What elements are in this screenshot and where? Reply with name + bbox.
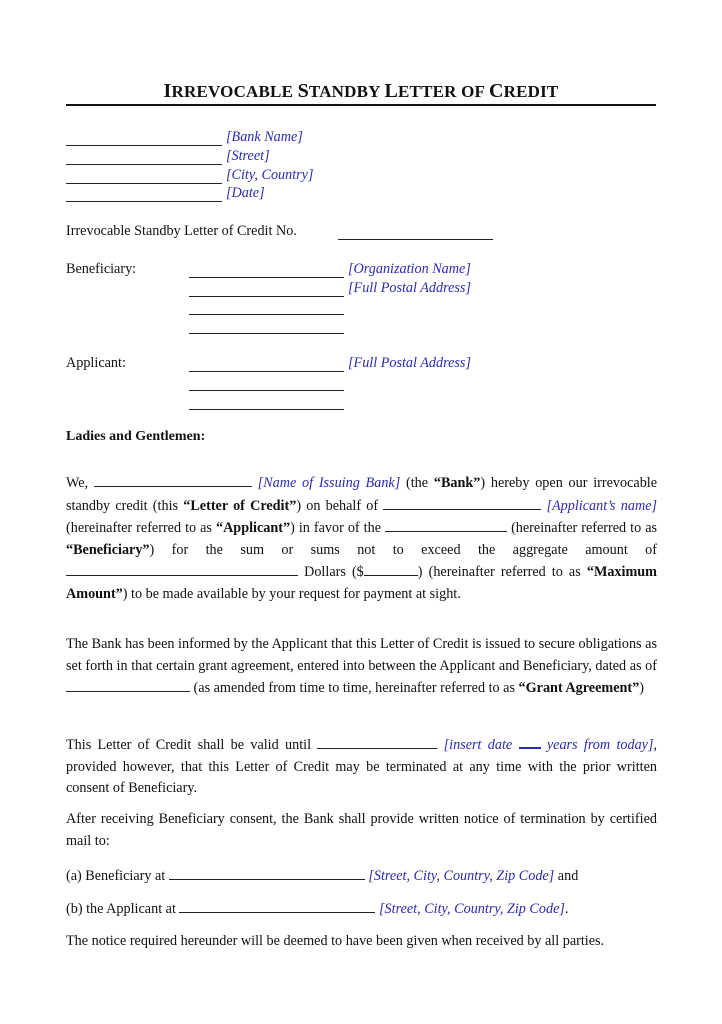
notice-beneficiary-row [66, 865, 578, 886]
text: The Bank has been informed by the Applicant that this Letter of Credit is issued to secure obligations as set forth in that certain grant agreement, entered into between the Applicant and Beneficiary, dated as of [66, 636, 657, 674]
text: (hereinafter referred to as [428, 564, 587, 581]
beneficiary-notice-address-field[interactable] [169, 865, 365, 880]
bank-name-field[interactable] [66, 145, 222, 146]
beneficiary-org-placeholder: [Organization Name] [348, 261, 471, 277]
title-part: REDIT [503, 82, 559, 101]
paragraph-grant-agreement [66, 634, 657, 700]
grant-date-field[interactable] [66, 677, 190, 692]
title-part: C [488, 80, 504, 102]
page-title [66, 80, 656, 103]
text: ) to be made available by your request for payment at sight. [122, 585, 461, 602]
amount-number-field[interactable] [364, 561, 418, 576]
defined-term: “Maximum Amount” [66, 564, 657, 602]
issuing-bank-field[interactable] [94, 472, 252, 487]
text: . [564, 901, 569, 917]
applicant-name-field[interactable] [189, 371, 344, 372]
defined-term: “Beneficiary” [66, 541, 150, 558]
beneficiary-label: Beneficiary: [66, 261, 137, 277]
applicant-name-placeholder: [Applicant’s name] [546, 497, 658, 514]
notice-applicant-row [66, 898, 568, 919]
applicant-on-behalf-field[interactable] [383, 495, 541, 510]
paragraph-opening [66, 472, 657, 606]
title-part: S [297, 80, 309, 102]
text: (the [406, 475, 434, 491]
paragraph-termination-notice: After receiving Beneficiary consent, the Bank shall provide written notice of termination by certified mail to: [66, 811, 657, 849]
applicant-address-placeholder: [Full Postal Address] [348, 355, 471, 371]
insert-date-placeholder: [insert date [443, 737, 513, 753]
date-placeholder: [Date] [226, 185, 265, 201]
title-part: I [163, 80, 172, 102]
title-part: L [384, 80, 399, 102]
title-part: RREVOCABLE [171, 82, 298, 101]
text: ) [417, 564, 423, 581]
years-placeholder: years from today] [546, 737, 654, 753]
amount-words-field[interactable] [66, 561, 298, 576]
text: ) [639, 680, 644, 697]
beneficiary-address-placeholder: [Full Postal Address] [348, 280, 471, 296]
beneficiary-address-field-2[interactable] [189, 314, 344, 315]
bank-city-field[interactable] [66, 183, 222, 184]
applicant-address-field-2[interactable] [189, 409, 344, 410]
valid-until-field[interactable] [317, 734, 437, 749]
text: ) in favor of the [290, 520, 381, 537]
bank-city-placeholder: [City, Country] [226, 167, 314, 183]
beneficiary-notice-placeholder: [Street, City, Country, Zip Code] [368, 868, 555, 884]
defined-term: “Letter of Credit” [183, 497, 297, 514]
paragraph-validity [66, 733, 657, 800]
issuing-bank-placeholder: [Name of Issuing Bank] [257, 475, 401, 491]
title-part: ETTER OF [398, 82, 489, 101]
defined-term: “Bank” [433, 475, 481, 491]
title-divider [66, 104, 656, 106]
credit-number-field[interactable] [338, 239, 493, 240]
text: ) for the sum or sums not to exceed the aggregate amount of [149, 541, 657, 558]
title-part: TANDBY [308, 82, 385, 101]
notice-label: (a) Beneficiary at [66, 868, 166, 884]
text: We, [66, 475, 89, 491]
paragraph-notice-deemed: The notice required hereunder will be deemed to have been given when received by all parties. [66, 933, 605, 949]
defined-term: “Applicant” [215, 520, 291, 537]
notice-label: (b) the Applicant at [66, 901, 176, 917]
text: ) hereby open our irrevocable standby credit (this [66, 475, 658, 514]
text: (as amended from time to time, hereinafter referred to as [193, 680, 519, 697]
applicant-notice-placeholder: [Street, City, Country, Zip Code] [379, 901, 565, 917]
bank-street-field[interactable] [66, 164, 222, 165]
applicant-address-field-1[interactable] [189, 390, 344, 391]
credit-number-label: Irrevocable Standby Letter of Credit No. [66, 223, 297, 239]
beneficiary-favor-field[interactable] [385, 517, 507, 532]
years-field[interactable] [519, 733, 541, 749]
text: Dollars ($ [304, 564, 364, 581]
date-field[interactable] [66, 201, 222, 202]
bank-name-placeholder: [Bank Name] [226, 129, 303, 145]
defined-term: “Grant Agreement” [518, 680, 640, 697]
applicant-notice-address-field[interactable] [179, 898, 375, 913]
text: (hereinafter referred to as [66, 520, 216, 537]
bank-street-placeholder: [Street] [226, 148, 270, 164]
text: (hereinafter referred to as [511, 520, 658, 537]
applicant-label: Applicant: [66, 355, 126, 371]
beneficiary-name-field[interactable] [189, 277, 344, 278]
text: This Letter of Credit shall be valid until [66, 737, 312, 753]
text: , provided however, that this Letter of Credit may be terminated at any time with the prior written consent of Beneficiary. [66, 737, 658, 797]
salutation: Ladies and Gentlemen: [66, 429, 206, 444]
text: ) on behalf of [296, 497, 379, 514]
beneficiary-address-field-3[interactable] [189, 333, 344, 334]
beneficiary-address-field-1[interactable] [189, 296, 344, 297]
text: and [554, 868, 579, 884]
